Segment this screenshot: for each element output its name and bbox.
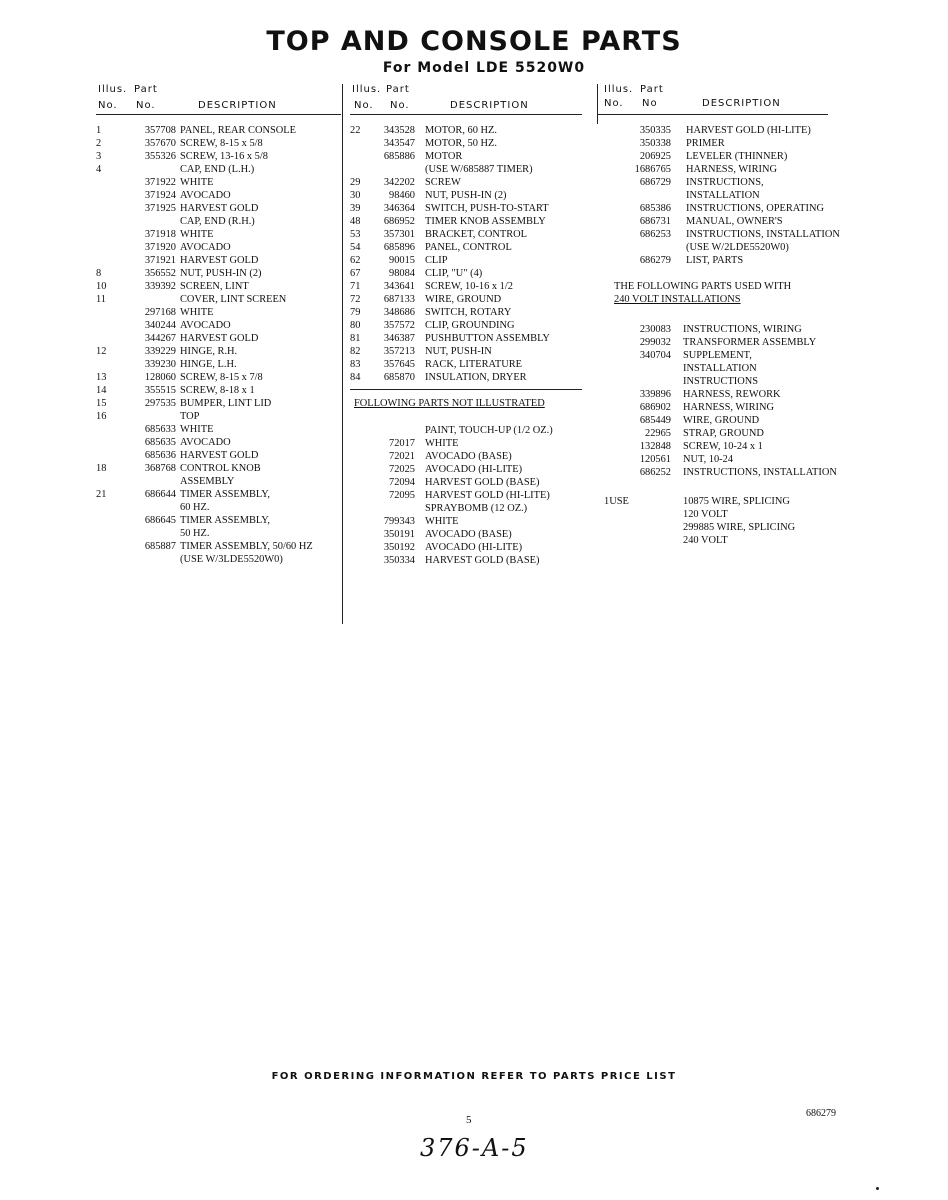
part-description: MANUAL, OWNER'S xyxy=(686,216,783,227)
part-description: STRAP, GROUND xyxy=(683,428,764,439)
part-description: (USE W/2LDE5520W0) xyxy=(686,242,789,253)
part-description: TRANSFORMER ASSEMBLY xyxy=(683,337,817,348)
illus-number: 29 xyxy=(350,177,361,188)
header-no2: No xyxy=(642,98,658,109)
part-description: AVOCADO xyxy=(180,320,231,331)
part-number: 343641 xyxy=(383,281,415,292)
part-description: AVOCADO (BASE) xyxy=(425,529,512,540)
part-number: 687133 xyxy=(383,294,415,305)
part-description: CONTROL KNOB xyxy=(180,463,261,474)
part-description: AVOCADO (HI-LITE) xyxy=(425,542,523,553)
part-description: SPRAYBOMB (12 OZ.) xyxy=(425,503,528,514)
part-description: LIST, PARTS xyxy=(686,255,744,266)
header-illus: Illus. xyxy=(98,84,128,95)
speck xyxy=(876,1187,879,1190)
section-heading-line2: 240 VOLT INSTALLATIONS xyxy=(614,294,741,305)
part-number: 685449 xyxy=(639,415,671,426)
illus-number: 1 xyxy=(96,125,102,136)
part-number: 72094 xyxy=(389,477,415,488)
part-number: 340244 xyxy=(144,320,176,331)
part-description: SCREW, 13-16 x 5/8 xyxy=(180,151,268,162)
part-description: TIMER ASSEMBLY, xyxy=(180,489,270,500)
part-description: SCREW, 8-15 x 5/8 xyxy=(180,138,263,149)
illus-number: 39 xyxy=(350,203,361,214)
header-part: Part xyxy=(386,84,410,95)
part-description: TIMER KNOB ASSEMBLY xyxy=(425,216,546,227)
part-description: INSTALLATION xyxy=(686,190,760,201)
part-description: HARVEST GOLD (HI-LITE) xyxy=(425,490,550,501)
illus-number: 71 xyxy=(350,281,361,292)
part-description: WHITE xyxy=(425,516,459,527)
ordering-footer: FOR ORDERING INFORMATION REFER TO PARTS PRICE LIST xyxy=(271,1071,677,1082)
header-illus: Illus. xyxy=(352,84,382,95)
part-number: 339896 xyxy=(639,389,671,400)
part-description: SCREW, 8-18 x 1 xyxy=(180,385,255,396)
part-description: AVOCADO xyxy=(180,242,231,253)
illus-number: 80 xyxy=(350,320,361,331)
part-description: INSTRUCTIONS, OPERATING xyxy=(686,203,824,214)
header-no: No. xyxy=(98,100,118,111)
header-description: DESCRIPTION xyxy=(450,100,529,111)
part-number: 685887 xyxy=(144,541,176,552)
part-description: RACK, LITERATURE xyxy=(425,359,522,370)
part-description: CLIP xyxy=(425,255,448,266)
part-description: NUT, 10-24 xyxy=(683,454,734,465)
part-number: 686731 xyxy=(639,216,671,227)
illus-number: 72 xyxy=(350,294,361,305)
header-illus: Illus. xyxy=(604,84,634,95)
part-description: MOTOR, 60 HZ. xyxy=(425,125,497,136)
illus-number: 21 xyxy=(96,489,107,500)
part-description: HARVEST GOLD (BASE) xyxy=(425,477,540,488)
part-description: TOP xyxy=(180,411,200,422)
part-description: AVOCADO (HI-LITE) xyxy=(425,464,523,475)
part-description: INSTRUCTIONS, xyxy=(686,177,764,188)
part-description: TIMER ASSEMBLY, 50/60 HZ xyxy=(180,541,313,552)
part-number: 22965 xyxy=(645,428,671,439)
part-description: 60 HZ. xyxy=(180,502,210,513)
part-number: 340704 xyxy=(639,350,671,361)
part-number: 371924 xyxy=(144,190,176,201)
part-description: SCREW, 8-15 x 7/8 xyxy=(180,372,263,383)
part-number: 371920 xyxy=(144,242,176,253)
part-number: 686253 xyxy=(639,229,671,240)
part-number: 799343 xyxy=(383,516,415,527)
part-number: 357645 xyxy=(383,359,415,370)
part-description: PANEL, REAR CONSOLE xyxy=(180,125,296,136)
part-number: 343547 xyxy=(383,138,415,149)
part-description: WHITE xyxy=(180,424,214,435)
part-description: INSTRUCTIONS, INSTALLATION xyxy=(686,229,840,240)
part-description: (USE W/3LDE5520W0) xyxy=(180,554,283,565)
illus-number: 84 xyxy=(350,372,361,383)
part-description: AVOCADO (BASE) xyxy=(425,451,512,462)
part-number: 371922 xyxy=(144,177,176,188)
part-description: INSTRUCTIONS, INSTALLATION xyxy=(683,467,837,478)
parts-column-1 xyxy=(96,84,341,565)
illus-number: 2 xyxy=(96,138,102,149)
illus-number: 13 xyxy=(96,372,107,383)
section-rule xyxy=(350,389,582,390)
document-number: 686279 xyxy=(806,1108,836,1119)
part-description: WHITE xyxy=(180,307,214,318)
illus-number: 82 xyxy=(350,346,361,357)
part-description: NUT, PUSH-IN (2) xyxy=(180,268,262,279)
illus-number: 1USE xyxy=(604,496,629,507)
part-description: 299885 WIRE, SPLICING xyxy=(683,522,796,533)
part-number: 686902 xyxy=(639,402,671,413)
illus-number: 15 xyxy=(96,398,107,409)
part-description: PAINT, TOUCH-UP (1/2 OZ.) xyxy=(425,425,553,436)
part-description: LEVELER (THINNER) xyxy=(686,151,788,162)
part-number: 357301 xyxy=(383,229,415,240)
part-description: HARVEST GOLD (HI-LITE) xyxy=(686,125,811,136)
illus-number: 12 xyxy=(96,346,107,357)
part-description: BUMPER, LINT LID xyxy=(180,398,272,409)
part-number: 355326 xyxy=(144,151,176,162)
part-number: 371925 xyxy=(144,203,176,214)
part-number: 299032 xyxy=(639,337,671,348)
part-description: SCREW, 10-16 x 1/2 xyxy=(425,281,513,292)
illus-number: 16 xyxy=(96,411,107,422)
part-number: 356552 xyxy=(144,268,176,279)
part-number: 686645 xyxy=(144,515,176,526)
part-description: HARVEST GOLD xyxy=(180,333,259,344)
part-description: HARVEST GOLD (BASE) xyxy=(425,555,540,566)
part-number: 72095 xyxy=(389,490,415,501)
part-description: HARNESS, WIRING xyxy=(686,164,778,175)
part-number: 339229 xyxy=(144,346,176,357)
illus-number: 79 xyxy=(350,307,361,318)
part-description: SWITCH, PUSH-TO-START xyxy=(425,203,549,214)
part-number: 355515 xyxy=(144,385,176,396)
part-number: 357708 xyxy=(144,125,176,136)
part-number: 72017 xyxy=(389,438,415,449)
part-number: 371918 xyxy=(144,229,176,240)
part-number: 72025 xyxy=(389,464,415,475)
part-description: INSTRUCTIONS, WIRING xyxy=(683,324,802,335)
part-number: 685886 xyxy=(383,151,415,162)
illus-number: 14 xyxy=(96,385,107,396)
illus-number: 30 xyxy=(350,190,361,201)
part-description: WIRE, GROUND xyxy=(683,415,760,426)
illus-number: 67 xyxy=(350,268,361,279)
illus-number: 48 xyxy=(350,216,361,227)
part-description: SCREEN, LINT xyxy=(180,281,249,292)
part-number: 685896 xyxy=(383,242,415,253)
column-divider xyxy=(597,84,598,124)
part-number: 685635 xyxy=(144,437,176,448)
part-number: 339230 xyxy=(144,359,176,370)
part-number: 128060 xyxy=(144,372,176,383)
part-description: SCREW, 10-24 x 1 xyxy=(683,441,763,452)
part-number: 685633 xyxy=(144,424,176,435)
column-header xyxy=(604,84,854,114)
column-divider xyxy=(342,84,343,624)
part-number: 686952 xyxy=(383,216,415,227)
illus-number: 83 xyxy=(350,359,361,370)
part-description: HINGE, R.H. xyxy=(180,346,238,357)
part-description: SCREW xyxy=(425,177,461,188)
part-number: 686729 xyxy=(639,177,671,188)
part-description: INSTALLATION xyxy=(683,363,757,374)
part-number: 350192 xyxy=(383,542,415,553)
illus-number: 10 xyxy=(96,281,107,292)
illus-number: 3 xyxy=(96,151,102,162)
parts-column-3 xyxy=(604,84,854,546)
part-number: 132848 xyxy=(639,441,671,452)
part-number: 343528 xyxy=(383,125,415,136)
part-description: PANEL, CONTROL xyxy=(425,242,512,253)
part-number: 72021 xyxy=(389,451,415,462)
model-subtitle: For Model LDE 5520W0 xyxy=(382,60,586,76)
part-description: 240 VOLT xyxy=(683,535,728,546)
part-number: 685386 xyxy=(639,203,671,214)
part-number: 120561 xyxy=(639,454,671,465)
part-description: WHITE xyxy=(180,177,214,188)
part-number: 686279 xyxy=(639,255,671,266)
header-description: DESCRIPTION xyxy=(198,100,277,111)
column-header xyxy=(350,84,590,114)
part-number: 357213 xyxy=(383,346,415,357)
illus-number: 22 xyxy=(350,125,361,136)
part-description: NUT, PUSH-IN (2) xyxy=(425,190,507,201)
part-number: 339392 xyxy=(144,281,176,292)
page-title: TOP AND CONSOLE PARTS xyxy=(266,26,682,57)
illus-number: 8 xyxy=(96,268,102,279)
illus-number: 54 xyxy=(350,242,361,253)
part-number: 1686765 xyxy=(634,164,671,175)
part-description: 50 HZ. xyxy=(180,528,210,539)
part-number: 686644 xyxy=(144,489,176,500)
part-number: 350338 xyxy=(639,138,671,149)
part-description: 120 VOLT xyxy=(683,509,728,520)
section-heading-line1: THE FOLLOWING PARTS USED WITH xyxy=(614,281,792,292)
part-description: COVER, LINT SCREEN xyxy=(180,294,287,305)
part-description: WHITE xyxy=(180,229,214,240)
part-description: NUT, PUSH-IN xyxy=(425,346,492,357)
part-description: TIMER ASSEMBLY, xyxy=(180,515,270,526)
part-number: 346387 xyxy=(383,333,415,344)
handwritten-note: 376-A-5 xyxy=(420,1134,529,1162)
part-number: 342202 xyxy=(383,177,415,188)
part-description: PUSHBUTTON ASSEMBLY xyxy=(425,333,550,344)
part-description: HARVEST GOLD xyxy=(180,255,259,266)
part-description: INSULATION, DRYER xyxy=(425,372,527,383)
part-number: 230083 xyxy=(639,324,671,335)
part-description: 10875 WIRE, SPLICING xyxy=(683,496,790,507)
part-description: CAP, END (R.H.) xyxy=(180,216,255,227)
header-description: DESCRIPTION xyxy=(702,98,781,109)
column-header xyxy=(96,84,341,114)
part-description: (USE W/685887 TIMER) xyxy=(425,164,533,175)
part-number: 686252 xyxy=(639,467,671,478)
section-heading: FOLLOWING PARTS NOT ILLUSTRATED xyxy=(354,398,545,409)
part-description: CLIP, "U" (4) xyxy=(425,268,483,279)
part-number: 346364 xyxy=(383,203,415,214)
part-number: 348686 xyxy=(383,307,415,318)
part-description: HARVEST GOLD xyxy=(180,203,259,214)
part-description: INSTRUCTIONS xyxy=(683,376,759,387)
part-number: 206925 xyxy=(639,151,671,162)
part-number: 350335 xyxy=(639,125,671,136)
part-description: HINGE, L.H. xyxy=(180,359,237,370)
illus-number: 18 xyxy=(96,463,107,474)
header-no2: No. xyxy=(390,100,410,111)
part-number: 357670 xyxy=(144,138,176,149)
part-number: 98460 xyxy=(389,190,415,201)
illus-number: 53 xyxy=(350,229,361,240)
part-description: ASSEMBLY xyxy=(180,476,235,487)
part-number: 98084 xyxy=(389,268,415,279)
part-number: 685636 xyxy=(144,450,176,461)
header-no: No. xyxy=(604,98,624,109)
part-description: WIRE, GROUND xyxy=(425,294,502,305)
part-description: PRIMER xyxy=(686,138,725,149)
header-no: No. xyxy=(354,100,374,111)
part-number: 685870 xyxy=(383,372,415,383)
illus-number: 62 xyxy=(350,255,361,266)
part-number: 368768 xyxy=(144,463,176,474)
part-number: 297535 xyxy=(144,398,176,409)
part-number: 357572 xyxy=(383,320,415,331)
part-description: MOTOR xyxy=(425,151,463,162)
part-description: CAP, END (L.H.) xyxy=(180,164,255,175)
part-description: HARNESS, WIRING xyxy=(683,402,775,413)
part-description: SWITCH, ROTARY xyxy=(425,307,512,318)
illus-number: 11 xyxy=(96,294,107,305)
part-description: HARVEST GOLD xyxy=(180,450,259,461)
part-number: 371921 xyxy=(144,255,176,266)
part-description: SUPPLEMENT, xyxy=(683,350,752,361)
header-part: Part xyxy=(640,84,664,95)
part-description: AVOCADO xyxy=(180,190,231,201)
part-description: BRACKET, CONTROL xyxy=(425,229,527,240)
part-number: 344267 xyxy=(144,333,176,344)
part-number: 90015 xyxy=(389,255,415,266)
part-number: 297168 xyxy=(144,307,176,318)
header-part: Part xyxy=(134,84,158,95)
part-number: 350334 xyxy=(383,555,415,566)
part-description: CLIP, GROUNDING xyxy=(425,320,515,331)
part-description: MOTOR, 50 HZ. xyxy=(425,138,497,149)
part-number: 350191 xyxy=(383,529,415,540)
parts-column-2 xyxy=(350,84,590,566)
part-description: AVOCADO xyxy=(180,437,231,448)
illus-number: 81 xyxy=(350,333,361,344)
part-description: HARNESS, REWORK xyxy=(683,389,781,400)
illus-number: 4 xyxy=(96,164,102,175)
header-no2: No. xyxy=(136,100,156,111)
page-number: 5 xyxy=(466,1114,472,1126)
part-description: WHITE xyxy=(425,438,459,449)
